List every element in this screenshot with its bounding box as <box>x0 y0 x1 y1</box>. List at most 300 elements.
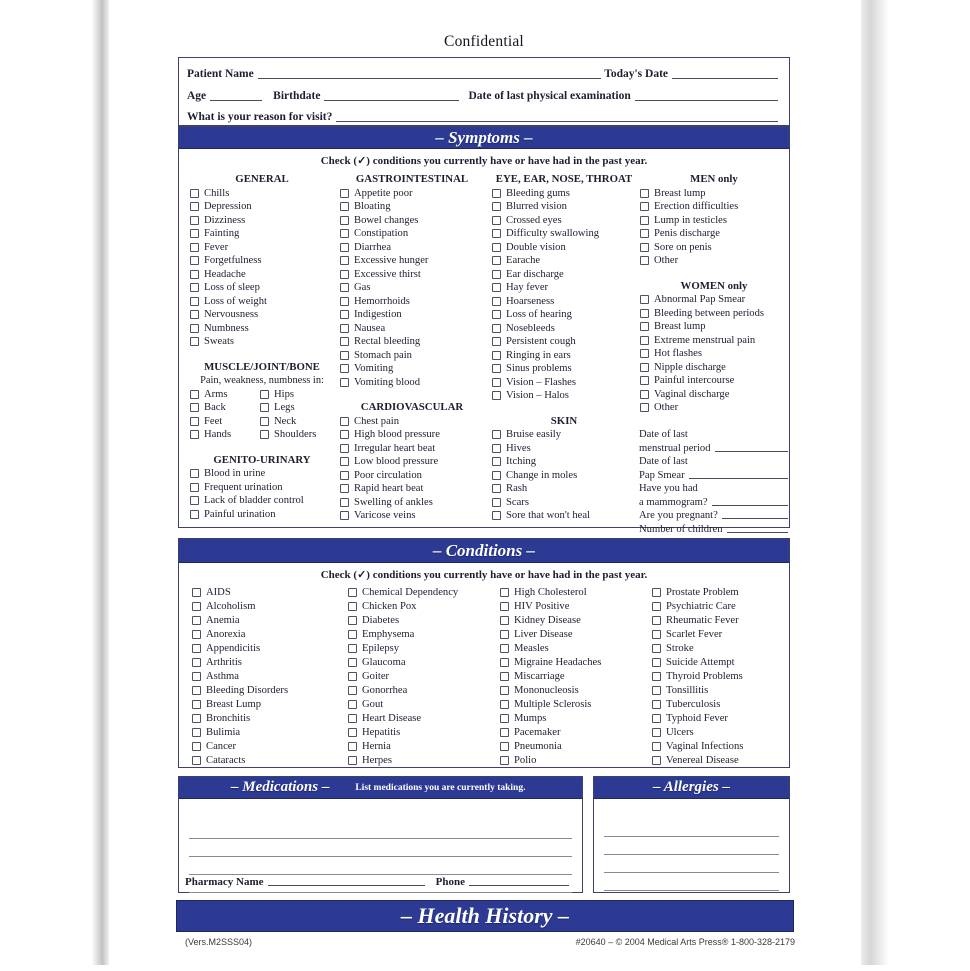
checkbox-icon[interactable] <box>190 270 199 279</box>
checkbox-item[interactable] <box>339 496 485 510</box>
pap-smear-label: Pap Smear <box>639 469 685 481</box>
checkbox-icon[interactable] <box>260 417 269 426</box>
checkbox-icon[interactable] <box>192 658 201 667</box>
checkbox-icon[interactable] <box>190 417 199 426</box>
checkbox-icon[interactable] <box>492 364 501 373</box>
checkbox-icon[interactable] <box>190 510 199 519</box>
checkbox-item[interactable] <box>639 293 789 307</box>
checkbox-icon[interactable] <box>640 243 649 252</box>
checkbox-item[interactable] <box>191 725 339 739</box>
checkbox-icon[interactable] <box>192 672 201 681</box>
checkbox-item[interactable] <box>651 627 789 641</box>
checkbox-icon[interactable] <box>500 616 509 625</box>
children-field[interactable] <box>727 523 788 533</box>
checkbox-icon[interactable] <box>652 686 661 695</box>
checkbox-item[interactable] <box>651 697 789 711</box>
checkbox-icon[interactable] <box>640 309 649 318</box>
checkbox-icon[interactable] <box>500 672 509 681</box>
checkbox-icon[interactable] <box>652 700 661 709</box>
checkbox-icon[interactable] <box>340 484 349 493</box>
checkbox-item[interactable] <box>191 641 339 655</box>
checkbox-item[interactable] <box>347 739 495 753</box>
checkbox-icon[interactable] <box>652 742 661 751</box>
checkbox-icon[interactable] <box>492 310 501 319</box>
checkbox-icon[interactable] <box>640 189 649 198</box>
checkbox-item[interactable] <box>499 739 647 753</box>
checkbox-icon[interactable] <box>190 324 199 333</box>
checkbox-item[interactable] <box>491 308 637 322</box>
checkbox-item[interactable] <box>189 481 335 495</box>
checkbox-item[interactable] <box>491 442 637 456</box>
checkbox-item[interactable] <box>339 241 485 255</box>
checkbox-icon[interactable] <box>190 202 199 211</box>
checkbox-item[interactable] <box>491 389 637 403</box>
checkbox-icon[interactable] <box>492 351 501 360</box>
checkbox-item[interactable] <box>639 361 789 375</box>
checkbox-item[interactable] <box>189 227 335 241</box>
checkbox-item[interactable] <box>499 725 647 739</box>
checkbox-icon[interactable] <box>492 378 501 387</box>
checkbox-icon[interactable] <box>500 714 509 723</box>
checkbox-item[interactable] <box>259 415 296 429</box>
checkbox-item[interactable] <box>189 268 335 282</box>
checkbox-icon[interactable] <box>652 728 661 737</box>
checkbox-item[interactable] <box>499 627 647 641</box>
pharmacy-name-field[interactable] <box>268 876 425 886</box>
checkbox-icon[interactable] <box>348 658 357 667</box>
checkbox-icon[interactable] <box>190 256 199 265</box>
checkbox-icon[interactable] <box>192 686 201 695</box>
checkbox-icon[interactable] <box>340 498 349 507</box>
checkbox-item[interactable] <box>639 241 789 255</box>
checkbox-item[interactable] <box>189 295 335 309</box>
checkbox-item[interactable] <box>191 669 339 683</box>
checkbox-item[interactable] <box>189 494 335 508</box>
checkbox-icon[interactable] <box>340 324 349 333</box>
checkbox-icon[interactable] <box>348 700 357 709</box>
checkbox-icon[interactable] <box>492 511 501 520</box>
checkbox-icon[interactable] <box>192 756 201 765</box>
checkbox-icon[interactable] <box>190 310 199 319</box>
checkbox-item[interactable] <box>189 187 335 201</box>
checkbox-item[interactable] <box>347 669 495 683</box>
checkbox-icon[interactable] <box>492 229 501 238</box>
checkbox-icon[interactable] <box>500 756 509 765</box>
checkbox-item[interactable] <box>639 227 789 241</box>
menstrual-period-field[interactable] <box>715 442 789 452</box>
checkbox-item[interactable] <box>491 227 637 241</box>
checkbox-icon[interactable] <box>652 714 661 723</box>
checkbox-icon[interactable] <box>340 430 349 439</box>
checkbox-item[interactable] <box>191 585 339 599</box>
checkbox-item[interactable] <box>639 214 789 228</box>
checkbox-item[interactable] <box>189 415 259 429</box>
checkbox-item[interactable] <box>499 669 647 683</box>
checkbox-item[interactable] <box>491 322 637 336</box>
checkbox-icon[interactable] <box>492 189 501 198</box>
checkbox-item[interactable] <box>189 200 335 214</box>
checkbox-icon[interactable] <box>340 337 349 346</box>
checkbox-item[interactable] <box>491 509 637 523</box>
checkbox-item[interactable] <box>639 347 789 361</box>
checkbox-item[interactable] <box>339 268 485 282</box>
checkbox-item[interactable] <box>491 469 637 483</box>
checkbox-item[interactable] <box>651 641 789 655</box>
checkbox-icon[interactable] <box>348 714 357 723</box>
checkbox-icon[interactable] <box>192 714 201 723</box>
checkbox-item[interactable] <box>347 641 495 655</box>
checkbox-item[interactable] <box>189 335 335 349</box>
checkbox-icon[interactable] <box>492 457 501 466</box>
checkbox-icon[interactable] <box>340 351 349 360</box>
checkbox-item[interactable] <box>189 428 259 442</box>
checkbox-item[interactable] <box>347 753 495 767</box>
checkbox-icon[interactable] <box>192 630 201 639</box>
checkbox-item[interactable] <box>491 187 637 201</box>
checkbox-icon[interactable] <box>348 728 357 737</box>
checkbox-icon[interactable] <box>340 471 349 480</box>
checkbox-item[interactable] <box>651 669 789 683</box>
checkbox-icon[interactable] <box>348 616 357 625</box>
checkbox-item[interactable] <box>339 308 485 322</box>
checkbox-item[interactable] <box>639 320 789 334</box>
checkbox-icon[interactable] <box>652 602 661 611</box>
checkbox-item[interactable] <box>339 362 485 376</box>
checkbox-item[interactable] <box>347 683 495 697</box>
checkbox-item[interactable] <box>347 613 495 627</box>
checkbox-icon[interactable] <box>190 430 199 439</box>
checkbox-item[interactable] <box>499 697 647 711</box>
checkbox-icon[interactable] <box>492 498 501 507</box>
allergy-field[interactable] <box>604 819 779 837</box>
checkbox-item[interactable] <box>191 655 339 669</box>
checkbox-icon[interactable] <box>192 700 201 709</box>
checkbox-label: Extreme menstrual pain <box>654 334 756 346</box>
checkbox-item[interactable] <box>339 428 485 442</box>
checkbox-item[interactable] <box>191 753 339 767</box>
conditions-column-1 <box>191 585 339 767</box>
checkbox-item[interactable] <box>651 599 789 613</box>
conditions-list-1 <box>191 585 339 767</box>
checkbox-item[interactable] <box>499 585 647 599</box>
checkbox-item[interactable] <box>347 697 495 711</box>
checkbox-item[interactable] <box>347 725 495 739</box>
checkbox-icon[interactable] <box>500 728 509 737</box>
checkbox-item[interactable] <box>189 281 335 295</box>
checkbox-icon[interactable] <box>492 337 501 346</box>
checkbox-icon[interactable] <box>190 189 199 198</box>
checkbox-item[interactable] <box>339 335 485 349</box>
checkbox-item[interactable] <box>491 214 637 228</box>
checkbox-item[interactable] <box>339 322 485 336</box>
checkbox-icon[interactable] <box>348 602 357 611</box>
checkbox-icon[interactable] <box>492 484 501 493</box>
checkbox-icon[interactable] <box>348 756 357 765</box>
checkbox-icon[interactable] <box>640 295 649 304</box>
checkbox-icon[interactable] <box>340 216 349 225</box>
checkbox-item[interactable] <box>651 753 789 767</box>
checkbox-icon[interactable] <box>340 297 349 306</box>
checkbox-icon[interactable] <box>340 243 349 252</box>
checkbox-icon[interactable] <box>348 630 357 639</box>
checkbox-label: Nervousness <box>204 309 259 321</box>
checkbox-item[interactable] <box>339 482 485 496</box>
checkbox-item[interactable] <box>191 683 339 697</box>
checkbox-icon[interactable] <box>640 376 649 385</box>
checkbox-item[interactable] <box>189 322 335 336</box>
checkbox-item[interactable] <box>499 641 647 655</box>
checkbox-item[interactable] <box>651 711 789 725</box>
checkbox-item[interactable] <box>639 401 789 415</box>
birthdate-field[interactable] <box>324 89 459 101</box>
checkbox-item[interactable] <box>259 388 294 402</box>
checkbox-icon[interactable] <box>492 430 501 439</box>
checkbox-icon[interactable] <box>500 644 509 653</box>
checkbox-icon[interactable] <box>492 216 501 225</box>
checkbox-item[interactable] <box>339 349 485 363</box>
patient-name-field[interactable] <box>258 67 601 79</box>
checkbox-icon[interactable] <box>340 202 349 211</box>
checkbox-item[interactable] <box>191 613 339 627</box>
checkbox-item[interactable] <box>491 281 637 295</box>
checkbox-item[interactable] <box>339 455 485 469</box>
checkbox-item[interactable] <box>639 187 789 201</box>
checkbox-icon[interactable] <box>500 602 509 611</box>
pap-smear-field[interactable] <box>689 469 788 479</box>
checkbox-item[interactable] <box>259 428 316 442</box>
checkbox-icon[interactable] <box>652 672 661 681</box>
checkbox-icon[interactable] <box>340 189 349 198</box>
checkbox-item[interactable] <box>491 455 637 469</box>
checkbox-icon[interactable] <box>500 700 509 709</box>
checkbox-icon[interactable] <box>500 588 509 597</box>
checkbox-item[interactable] <box>339 214 485 228</box>
checkbox-item[interactable] <box>191 697 339 711</box>
checkbox-icon[interactable] <box>192 728 201 737</box>
checkbox-icon[interactable] <box>640 336 649 345</box>
checkbox-icon[interactable] <box>492 270 501 279</box>
checkbox-icon[interactable] <box>340 417 349 426</box>
checkbox-item[interactable] <box>339 376 485 390</box>
checkbox-item[interactable] <box>189 467 335 481</box>
checkbox-icon[interactable] <box>492 202 501 211</box>
checkbox-icon[interactable] <box>192 588 201 597</box>
checkbox-icon[interactable] <box>640 363 649 372</box>
checkbox-icon[interactable] <box>492 391 501 400</box>
checkbox-item[interactable] <box>339 281 485 295</box>
checkbox-icon[interactable] <box>652 658 661 667</box>
checkbox-item[interactable] <box>347 711 495 725</box>
checkbox-icon[interactable] <box>340 378 349 387</box>
last-exam-field[interactable] <box>635 89 778 101</box>
checkbox-item[interactable] <box>339 415 485 429</box>
checkbox-item[interactable] <box>491 200 637 214</box>
checkbox-icon[interactable] <box>192 644 201 653</box>
checkbox-item[interactable] <box>499 753 647 767</box>
checkbox-item[interactable] <box>189 308 335 322</box>
checkbox-icon[interactable] <box>492 297 501 306</box>
checkbox-item[interactable] <box>339 295 485 309</box>
checkbox-icon[interactable] <box>652 756 661 765</box>
checkbox-item[interactable] <box>651 683 789 697</box>
checkbox-item[interactable] <box>639 200 789 214</box>
checkbox-item[interactable] <box>491 241 637 255</box>
checkbox-item[interactable] <box>651 613 789 627</box>
medication-field[interactable] <box>189 839 572 857</box>
checkbox-icon[interactable] <box>340 364 349 373</box>
allergy-field[interactable] <box>604 855 779 873</box>
checkbox-icon[interactable] <box>348 742 357 751</box>
checkbox-item[interactable] <box>191 599 339 613</box>
checkbox-item[interactable] <box>499 655 647 669</box>
checkbox-item[interactable] <box>639 254 789 268</box>
checkbox-item[interactable] <box>189 254 335 268</box>
checkbox-item[interactable] <box>189 401 259 415</box>
checkbox-item[interactable] <box>491 362 637 376</box>
checkbox-item[interactable] <box>491 482 637 496</box>
checkbox-icon[interactable] <box>190 390 199 399</box>
checkbox-icon[interactable] <box>640 229 649 238</box>
checkbox-item[interactable] <box>639 334 789 348</box>
checkbox-item[interactable] <box>189 388 259 402</box>
checkbox-item[interactable] <box>639 307 789 321</box>
checkbox-item[interactable] <box>347 585 495 599</box>
checkbox-item[interactable] <box>491 335 637 349</box>
checkbox-icon[interactable] <box>340 283 349 292</box>
checkbox-item[interactable] <box>339 509 485 523</box>
checkbox-item[interactable] <box>651 725 789 739</box>
checkbox-item[interactable] <box>491 496 637 510</box>
phone-field[interactable] <box>469 876 569 886</box>
checkbox-icon[interactable] <box>190 403 199 412</box>
checkbox-icon[interactable] <box>190 229 199 238</box>
checkbox-item[interactable] <box>651 739 789 753</box>
checkbox-item[interactable] <box>499 599 647 613</box>
checkbox-item[interactable] <box>639 374 789 388</box>
checkbox-icon[interactable] <box>348 644 357 653</box>
age-field[interactable] <box>210 89 262 101</box>
checkbox-icon[interactable] <box>640 256 649 265</box>
checkbox-item[interactable] <box>347 599 495 613</box>
checkbox-icon[interactable] <box>348 588 357 597</box>
checkbox-icon[interactable] <box>652 630 661 639</box>
checkbox-item[interactable] <box>339 469 485 483</box>
checkbox-icon[interactable] <box>652 644 661 653</box>
checkbox-item[interactable] <box>499 711 647 725</box>
checkbox-icon[interactable] <box>652 588 661 597</box>
checkbox-item[interactable] <box>651 585 789 599</box>
checkbox-icon[interactable] <box>340 270 349 279</box>
checkbox-icon[interactable] <box>492 283 501 292</box>
checkbox-icon[interactable] <box>260 403 269 412</box>
checkbox-icon[interactable] <box>640 322 649 331</box>
checkbox-icon[interactable] <box>190 483 199 492</box>
checkbox-item[interactable] <box>189 214 335 228</box>
checkbox-icon[interactable] <box>500 658 509 667</box>
checkbox-icon[interactable] <box>192 616 201 625</box>
checkbox-item[interactable] <box>339 442 485 456</box>
checkbox-icon[interactable] <box>348 686 357 695</box>
allergy-field[interactable] <box>604 873 779 891</box>
checkbox-item[interactable] <box>191 739 339 753</box>
todays-date-field[interactable] <box>672 67 778 79</box>
pregnant-field[interactable] <box>722 509 788 519</box>
checkbox-item[interactable] <box>189 508 335 522</box>
pregnant-label: Are you pregnant? <box>639 510 718 521</box>
checkbox-icon[interactable] <box>640 202 649 211</box>
checkbox-item[interactable] <box>499 613 647 627</box>
checkbox-item[interactable] <box>491 254 637 268</box>
mammogram-field[interactable] <box>712 496 788 506</box>
checkbox-item[interactable] <box>347 627 495 641</box>
checkbox-item[interactable] <box>499 683 647 697</box>
checkbox-item[interactable] <box>191 627 339 641</box>
checkbox-icon[interactable] <box>190 283 199 292</box>
checkbox-item[interactable] <box>491 268 637 282</box>
checkbox-item[interactable] <box>259 401 295 415</box>
checkbox-icon[interactable] <box>340 256 349 265</box>
checkbox-icon[interactable] <box>500 742 509 751</box>
checkbox-icon[interactable] <box>340 511 349 520</box>
allergy-field[interactable] <box>604 837 779 855</box>
checkbox-icon[interactable] <box>492 471 501 480</box>
checkbox-item[interactable] <box>189 241 335 255</box>
checkbox-item[interactable] <box>339 200 485 214</box>
checkbox-label: Heart Disease <box>362 712 422 724</box>
checkbox-icon[interactable] <box>190 469 199 478</box>
checkbox-item[interactable] <box>639 388 789 402</box>
checkbox-item[interactable] <box>347 655 495 669</box>
checkbox-icon[interactable] <box>190 337 199 346</box>
checkbox-icon[interactable] <box>190 216 199 225</box>
medication-field[interactable] <box>189 821 572 839</box>
checkbox-item[interactable] <box>491 428 637 442</box>
checkbox-icon[interactable] <box>340 457 349 466</box>
checkbox-icon[interactable] <box>348 672 357 681</box>
checkbox-item[interactable] <box>339 187 485 201</box>
checkbox-icon[interactable] <box>500 630 509 639</box>
checkbox-icon[interactable] <box>492 243 501 252</box>
checkbox-icon[interactable] <box>492 444 501 453</box>
checkbox-icon[interactable] <box>190 496 199 505</box>
checkbox-item[interactable] <box>491 349 637 363</box>
checkbox-icon[interactable] <box>192 742 201 751</box>
reason-field[interactable] <box>336 110 778 122</box>
checkbox-icon[interactable] <box>500 686 509 695</box>
checkbox-icon[interactable] <box>640 390 649 399</box>
checkbox-item[interactable] <box>339 254 485 268</box>
checkbox-icon[interactable] <box>190 243 199 252</box>
checkbox-icon[interactable] <box>640 349 649 358</box>
checkbox-icon[interactable] <box>260 430 269 439</box>
checkbox-icon[interactable] <box>260 390 269 399</box>
checkbox-icon[interactable] <box>652 616 661 625</box>
checkbox-item[interactable] <box>339 227 485 241</box>
checkbox-icon[interactable] <box>192 602 201 611</box>
checkbox-item[interactable] <box>491 376 637 390</box>
checkbox-icon[interactable] <box>492 256 501 265</box>
checkbox-icon[interactable] <box>340 310 349 319</box>
checkbox-item[interactable] <box>191 711 339 725</box>
checkbox-icon[interactable] <box>492 324 501 333</box>
checkbox-icon[interactable] <box>640 216 649 225</box>
checkbox-icon[interactable] <box>190 297 199 306</box>
checkbox-icon[interactable] <box>640 403 649 412</box>
checkbox-item[interactable] <box>651 655 789 669</box>
checkbox-icon[interactable] <box>340 444 349 453</box>
checkbox-item[interactable] <box>491 295 637 309</box>
checkbox-icon[interactable] <box>340 229 349 238</box>
